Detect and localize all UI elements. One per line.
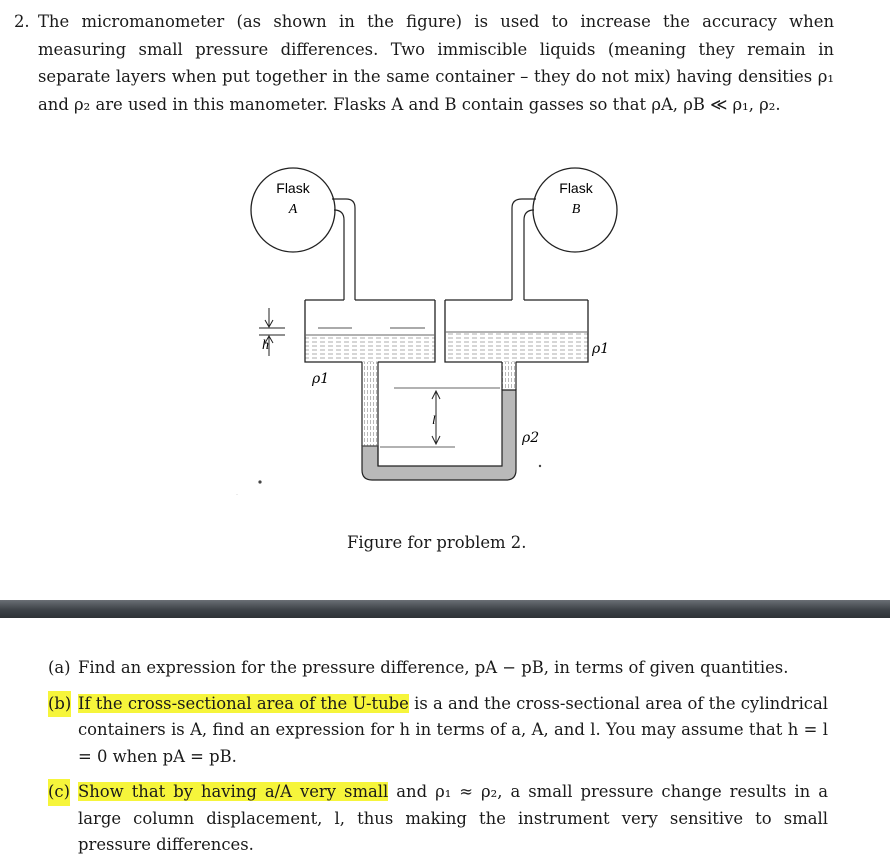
problem-statement bbox=[14, 8, 834, 118]
part-a-text: Find an expression for the pressure difference, pA − pB, in terms of given quantities. bbox=[78, 658, 788, 677]
part-b bbox=[48, 691, 828, 771]
label-rho1-right: ρ1 bbox=[591, 341, 609, 357]
part-c-text: and ρ₁ ≈ ρ₂, a small pressure change results in a large column displacement, l, thus making the instrument very sensitive to small pressure differences. bbox=[78, 782, 828, 854]
label-h: h bbox=[262, 338, 269, 353]
problem-number: 2. bbox=[14, 8, 30, 36]
part-a-tag: (a) bbox=[48, 655, 71, 682]
part-c-tag: (c) bbox=[48, 779, 70, 806]
figure-caption: Figure for problem 2. bbox=[347, 533, 526, 552]
part-c bbox=[48, 779, 828, 859]
label-rho2: ρ2 bbox=[521, 430, 539, 446]
part-c-highlight: Show that by having a/A very small bbox=[78, 782, 388, 801]
left-reservoir bbox=[305, 300, 435, 362]
problem-text: The micromanometer (as shown in the figure) is used to increase the accuracy when measuring small pressure differences. Two immiscible liquids (meaning they remain in separate layers when put together in the same container – they do not mix) having densities ρ₁ and ρ₂ are used in this manometer. Flasks A and B contain gasses so that ρA, ρB ≪ ρ₁, ρ₂. bbox=[38, 8, 834, 118]
flask-a-letter: A bbox=[288, 202, 298, 217]
flask-b-letter: B bbox=[572, 202, 581, 217]
part-b-tag: (b) bbox=[48, 691, 71, 718]
label-l: l bbox=[432, 412, 436, 427]
right-reservoir bbox=[445, 300, 588, 362]
part-b-text: is a and the cross-sectional area of the cylindrical containers is A, find an expression for h in terms of a, A, and l. You may assume that h = l = 0 when pA = pB. bbox=[78, 694, 828, 766]
tube-a bbox=[332, 199, 355, 300]
part-a bbox=[48, 655, 828, 682]
flask-b-word: Flask bbox=[559, 180, 593, 196]
sub-questions bbox=[48, 655, 828, 868]
label-rho1-left: ρ1 bbox=[311, 371, 329, 387]
tube-b bbox=[512, 199, 536, 300]
divider-bar bbox=[0, 600, 890, 618]
flask-a-word: Flask bbox=[276, 180, 310, 196]
part-b-highlight: If the cross-sectional area of the U-tube bbox=[78, 694, 409, 713]
u-tube bbox=[362, 362, 516, 480]
micromanometer-figure bbox=[230, 150, 650, 495]
